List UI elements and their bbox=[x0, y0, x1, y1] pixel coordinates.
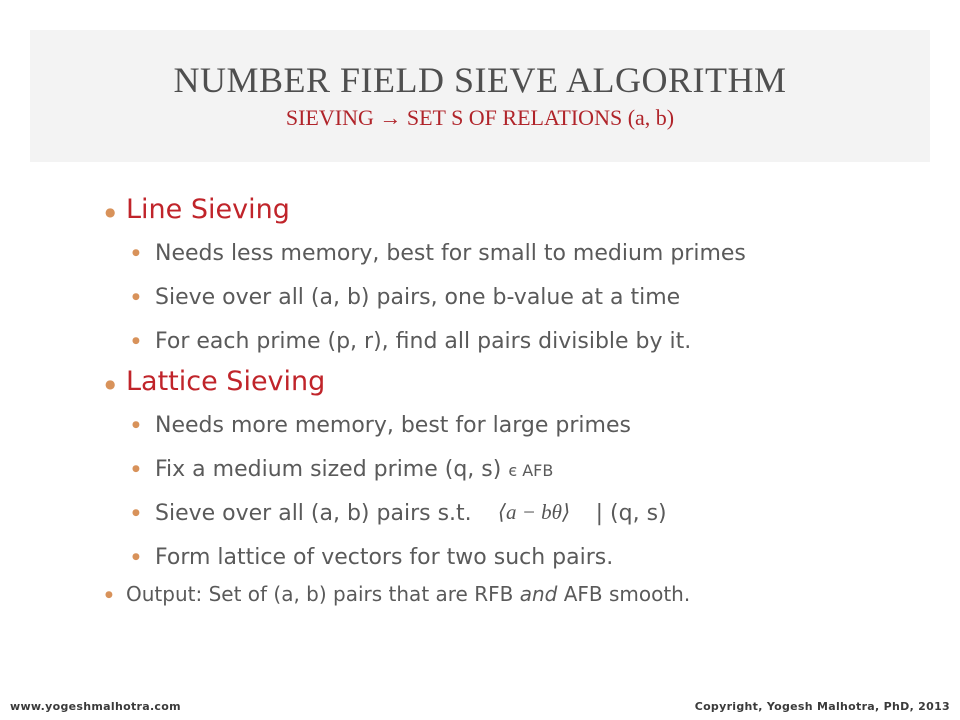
bullet-icon: ● bbox=[132, 292, 140, 302]
slide-title: NUMBER FIELD SIEVE ALGORITHM bbox=[173, 60, 787, 100]
formula-text: ⟨a − bθ⟩ bbox=[497, 500, 570, 524]
list-item: Form lattice of vectors for two such pairs. bbox=[155, 545, 614, 570]
list-item-output bbox=[126, 581, 690, 607]
list-item: For each prime (p, r), find all pairs divisible by it. bbox=[155, 329, 692, 354]
emphasis-text: and bbox=[519, 582, 558, 606]
divides-suffix: | (q, s) bbox=[595, 501, 667, 526]
list-item-text: Fix a medium sized prime (q, s) bbox=[155, 457, 502, 482]
membership-suffix: є AFB bbox=[508, 461, 554, 480]
list-item-text: Sieve over all (a, b) pairs s.t. bbox=[155, 501, 472, 526]
bullet-icon: ● bbox=[132, 248, 140, 258]
formula-ideal-a-minus-b-theta bbox=[479, 498, 589, 526]
bullet-icon: ● bbox=[132, 420, 140, 430]
list-item: Sieve over all (a, b) pairs, one b-value at a time bbox=[155, 285, 681, 310]
bullet-icon: ● bbox=[132, 508, 140, 518]
list-item-heading: Line Sieving bbox=[126, 194, 290, 225]
bullet-icon: ● bbox=[105, 590, 113, 600]
list-item: Needs less memory, best for small to medium primes bbox=[155, 241, 746, 266]
list-item-suffix: AFB smooth. bbox=[563, 582, 691, 606]
bullet-icon: ● bbox=[105, 377, 116, 391]
list-item-heading: Lattice Sieving bbox=[126, 366, 326, 397]
footer-copyright: Copyright, Yogesh Malhotra, PhD, 2013 bbox=[694, 700, 950, 713]
list-item bbox=[155, 456, 553, 485]
slide-subtitle: SIEVING → SET S OF RELATIONS (a, b) bbox=[285, 105, 675, 130]
bullet-icon: ● bbox=[132, 464, 140, 474]
list-item-text: Output: Set of (a, b) pairs that are RFB bbox=[126, 582, 514, 606]
footer-website-link[interactable]: www.yogeshmalhotra.com bbox=[10, 700, 181, 713]
bullet-icon: ● bbox=[105, 205, 116, 219]
bullet-icon: ● bbox=[132, 552, 140, 562]
list-item bbox=[155, 500, 667, 528]
list-item: Needs more memory, best for large primes bbox=[155, 413, 631, 438]
bullet-icon: ● bbox=[132, 336, 140, 346]
